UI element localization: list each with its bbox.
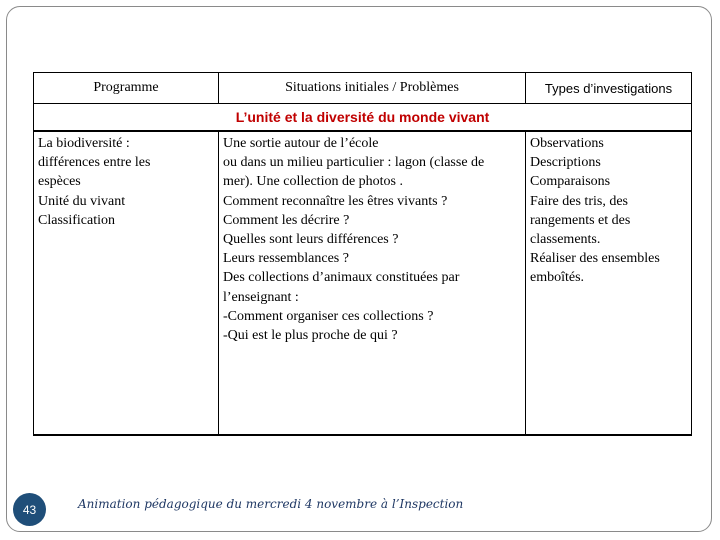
types-line: emboîtés. [530,270,585,286]
types-cell [526,131,692,435]
types-line: Faire des tris, des [530,193,628,209]
types-line: Réaliser des ensembles [530,251,660,267]
situations-line: ou dans un milieu particulier : lagon (classe de [223,155,485,171]
situations-list [220,133,524,346]
types-line: rangements et des [530,212,631,228]
body-row [34,131,692,435]
situations-line: Comment les décrire ? [223,212,350,228]
types-line: Descriptions [530,155,601,171]
situations-line: Des collections d’animaux constituées par [223,270,460,286]
programme-cell [34,131,219,435]
programme-line: Classification [38,212,115,228]
header-types: Types d’investigations [526,73,692,104]
content-table [33,72,692,436]
situations-line: Comment reconnaître les êtres vivants ? [223,193,448,209]
header-programme: Programme [34,73,219,104]
situations-line: -Qui est le plus proche de qui ? [223,328,398,344]
programme-line: La biodiversité : [38,136,130,151]
situations-line: Une sortie autour de l’école [223,136,379,151]
section-title: L’unité et la diversité du monde vivant [34,104,692,132]
situations-line: Leurs ressemblances ? [223,251,349,267]
situations-line: l’enseignant : [223,289,299,305]
types-line: classements. [530,232,601,248]
types-line: Comparaisons [530,174,611,190]
situations-cell [219,131,526,435]
section-row [34,104,692,132]
page-number-badge: 43 [13,493,46,526]
programme-line: Unité du vivant [38,193,126,209]
situations-line: -Comment organiser ces collections ? [223,308,434,324]
situations-line: Quelles sont leurs différences ? [223,232,399,248]
footer-caption: Animation pédagogique du mercredi 4 novembre à l’Inspection [78,497,464,511]
programme-line: espèces [38,174,81,190]
programme-list [35,133,217,231]
header-row [34,73,692,104]
programme-line: différences entre les [38,155,151,171]
header-situations: Situations initiales / Problèmes [219,73,526,104]
types-list [527,133,690,289]
types-line: Observations [530,136,604,151]
situations-line: mer). Une collection de photos . [223,174,404,190]
